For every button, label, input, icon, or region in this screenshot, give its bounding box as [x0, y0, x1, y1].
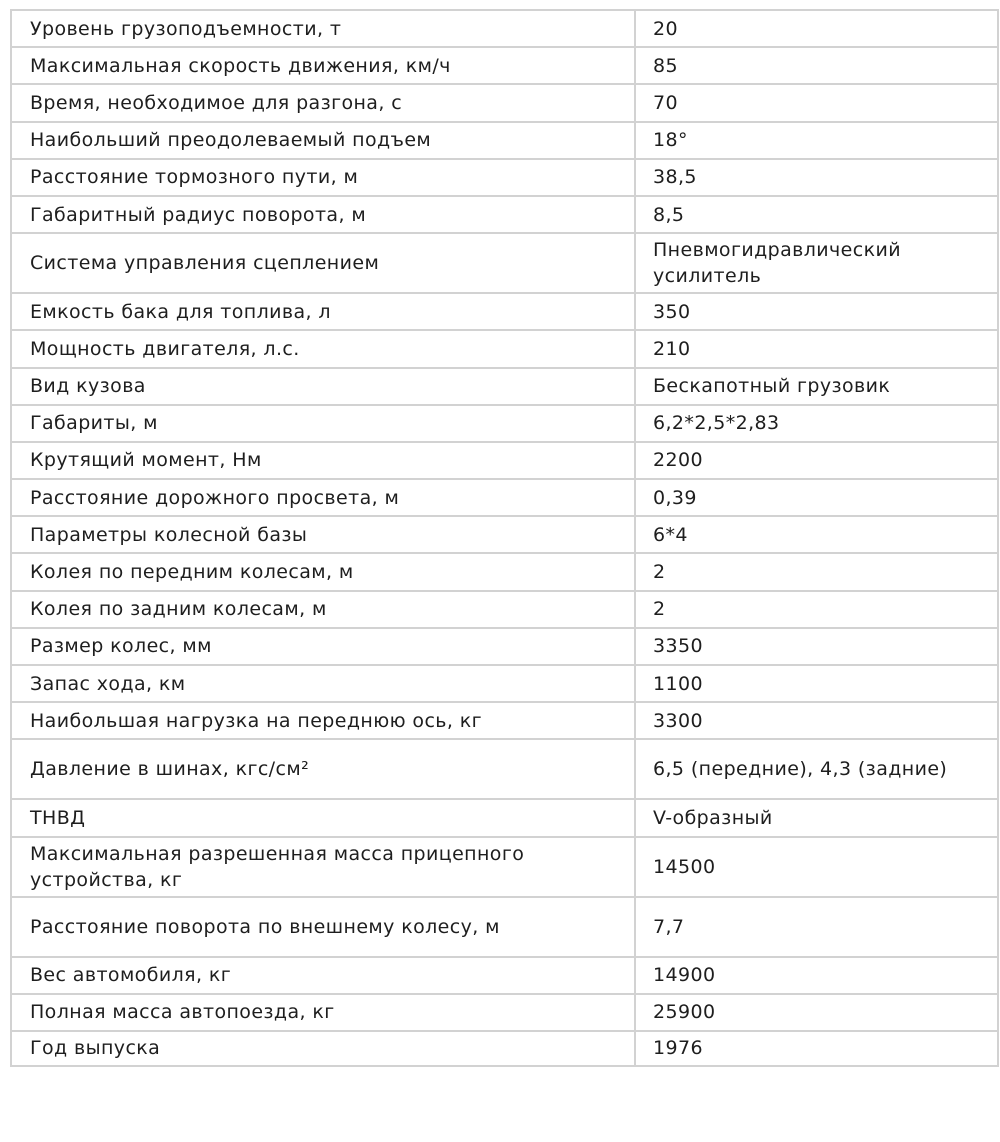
spec-value: 0,39 — [635, 479, 998, 516]
spec-value: 2 — [635, 553, 998, 590]
table-row — [11, 405, 998, 442]
table-row — [11, 516, 998, 553]
spec-value: 1976 — [635, 1031, 998, 1066]
spec-label: Максимальная скорость движения, км/ч — [11, 47, 635, 84]
spec-label: Крутящий момент, Нм — [11, 442, 635, 479]
table-row — [11, 739, 998, 799]
table-row — [11, 591, 998, 628]
spec-value: 20 — [635, 10, 998, 47]
table-row — [11, 293, 998, 330]
spec-value: 3350 — [635, 628, 998, 665]
spec-value: 18° — [635, 122, 998, 159]
spec-label: Вид кузова — [11, 368, 635, 405]
spec-value: 14900 — [635, 957, 998, 994]
table-row — [11, 837, 998, 897]
spec-value: 14500 — [635, 837, 998, 897]
table-row — [11, 665, 998, 702]
spec-label: Емкость бака для топлива, л — [11, 293, 635, 330]
spec-value: 8,5 — [635, 196, 998, 233]
spec-label: Габаритный радиус поворота, м — [11, 196, 635, 233]
spec-value: 350 — [635, 293, 998, 330]
spec-label: Размер колес, мм — [11, 628, 635, 665]
spec-value: 25900 — [635, 994, 998, 1031]
table-row — [11, 233, 998, 293]
table-row — [11, 628, 998, 665]
spec-label: Колея по задним колесам, м — [11, 591, 635, 628]
spec-label: Габариты, м — [11, 405, 635, 442]
table-row — [11, 47, 998, 84]
spec-value: 70 — [635, 84, 998, 121]
spec-label: Запас хода, км — [11, 665, 635, 702]
spec-label: Система управления сцеплением — [11, 233, 635, 293]
spec-value: Бескапотный грузовик — [635, 368, 998, 405]
table-row — [11, 994, 998, 1031]
spec-label: Параметры колесной базы — [11, 516, 635, 553]
table-row — [11, 10, 998, 47]
table-row — [11, 196, 998, 233]
spec-value: 3300 — [635, 702, 998, 739]
spec-label: Полная масса автопоезда, кг — [11, 994, 635, 1031]
table-row — [11, 479, 998, 516]
spec-label: Максимальная разрешенная масса прицепного устройства, кг — [11, 837, 635, 897]
spec-value: 1100 — [635, 665, 998, 702]
spec-label: Вес автомобиля, кг — [11, 957, 635, 994]
spec-label: Расстояние тормозного пути, м — [11, 159, 635, 196]
table-row — [11, 159, 998, 196]
spec-label: Уровень грузоподъемности, т — [11, 10, 635, 47]
table-row — [11, 330, 998, 367]
spec-value: 2 — [635, 591, 998, 628]
spec-value: 85 — [635, 47, 998, 84]
spec-value: 6*4 — [635, 516, 998, 553]
spec-label: Год выпуска — [11, 1031, 635, 1066]
table-row — [11, 442, 998, 479]
spec-label: Колея по передним колесам, м — [11, 553, 635, 590]
spec-label: Расстояние дорожного просвета, м — [11, 479, 635, 516]
spec-label: ТНВД — [11, 799, 635, 836]
table-row — [11, 702, 998, 739]
table-row — [11, 957, 998, 994]
table-row — [11, 897, 998, 957]
spec-value: Пневмогидравлический усилитель — [635, 233, 998, 293]
table-row — [11, 84, 998, 121]
spec-label: Давление в шинах, кгс/см² — [11, 739, 635, 799]
spec-value: 38,5 — [635, 159, 998, 196]
spec-label: Расстояние поворота по внешнему колесу, м — [11, 897, 635, 957]
spec-label: Наибольшая нагрузка на переднюю ось, кг — [11, 702, 635, 739]
spec-label: Время, необходимое для разгона, с — [11, 84, 635, 121]
spec-value: 2200 — [635, 442, 998, 479]
spec-label: Наибольший преодолеваемый подъем — [11, 122, 635, 159]
table-row — [11, 122, 998, 159]
spec-value: V-образный — [635, 799, 998, 836]
table-row — [11, 1031, 998, 1066]
spec-label: Мощность двигателя, л.с. — [11, 330, 635, 367]
spec-value: 210 — [635, 330, 998, 367]
table-row — [11, 368, 998, 405]
spec-value: 7,7 — [635, 897, 998, 957]
spec-table — [10, 9, 999, 1067]
spec-value: 6,2*2,5*2,83 — [635, 405, 998, 442]
table-row — [11, 553, 998, 590]
spec-value: 6,5 (передние), 4,3 (задние) — [635, 739, 998, 799]
table-row — [11, 799, 998, 836]
